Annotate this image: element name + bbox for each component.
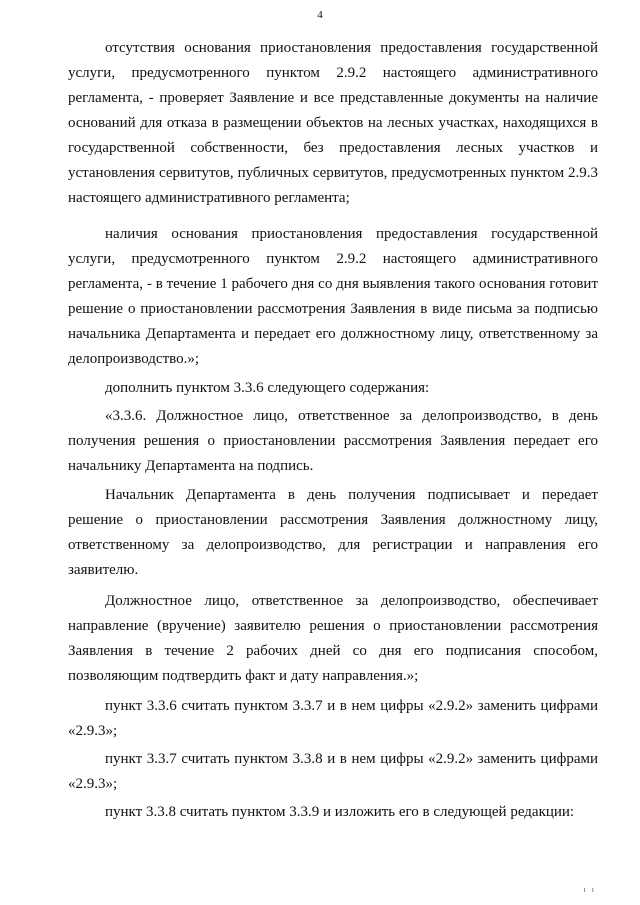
paragraph-7: пункт 3.3.6 считать пунктом 3.3.7 и в нем цифры «2.9.2» заменить цифрами «2.9.3»; xyxy=(68,698,598,739)
paragraph-3: дополнить пунктом 3.3.6 следующего содержания: xyxy=(105,380,430,396)
paragraph-5: Начальник Департамента в день получения подписывает и передает решение о приостановлении рассмотрения Заявления должностному лицу, ответственному за делопроизводство, для регистрации и направления его заявителю. xyxy=(68,487,598,578)
paragraph-2: наличия основания приостановления предоставления государственной услуги, предусмотренного пунктом 2.9.2 настоящего административного регламента, - в течение 1 рабочего дня со дня выявления такого основания готовит решение о приостановлении рассмотрения Заявления в виде письма за подписью начальника Департамента и передает его должностному лицу, ответственному за делопроизводство.»; xyxy=(68,226,598,367)
paragraph-1: отсутствия основания приостановления предоставления государственной услуги, предусмотренного пунктом 2.9.2 настоящего административного регламента, - проверяет Заявление и все представленные документы на наличие оснований для отказа в размещении объектов на лесных участках, находящихся в государственной собственности, без предоставления лесных участков и установления сервитутов, публичных сервитутов, предусмотренных пунктом 2.9.3 настоящего административного регламента; xyxy=(68,40,598,206)
paragraph-9: пункт 3.3.8 считать пунктом 3.3.9 и изложить его в следующей редакции: xyxy=(105,804,575,820)
paragraph-4: «3.3.6. Должностное лицо, ответственное за делопроизводство, в день получения решения о приостановлении рассмотрения Заявления передает его начальнику Департамента на подпись. xyxy=(68,408,598,474)
footer-mark: ı ı xyxy=(583,885,596,894)
paragraph-8: пункт 3.3.7 считать пунктом 3.3.8 и в нем цифры «2.9.2» заменить цифрами «2.9.3»; xyxy=(68,751,598,792)
paragraph-6: Должностное лицо, ответственное за делопроизводство, обеспечивает направление (вручение) заявителю решения о приостановлении рассмотрения Заявления в течение 2 рабочих дней со дня его подписания способом, позволяющим подтвердить факт и дату направления.»; xyxy=(68,593,598,684)
page-number: 4 xyxy=(317,9,323,21)
